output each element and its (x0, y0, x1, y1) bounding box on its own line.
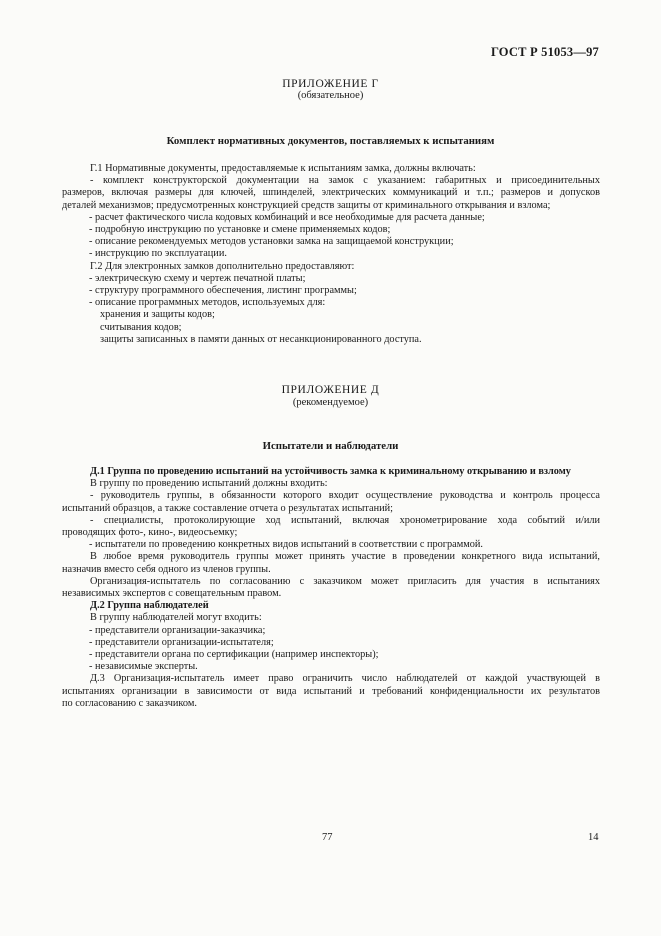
annex-g-body (62, 163, 600, 346)
paragraph: Г.2 Для электронных замков дополнительно предоставляют: (90, 260, 355, 272)
list-item: - структуру программного обеспечения, листинг программы; (89, 285, 357, 297)
sheet-number: 14 (588, 832, 599, 843)
sub-list-item: защиты записанных в памяти данных от несанкционированного доступа. (100, 333, 422, 345)
paragraph: проводящих фото-, кино-, видеосъемку; (62, 527, 238, 539)
subsection-heading: Д.1 Группа по проведению испытаний на устойчивость замка к криминальному открыванию и взлому (90, 466, 571, 477)
annex-d-status: (рекомендуемое) (292, 397, 369, 408)
paragraph: Д.3 Организация-испытатель имеет право ограничить число наблюдателей от каждой участвующей в (90, 673, 600, 685)
standard-code: ГОСТ Р 51053—97 (490, 45, 599, 59)
paragraph: размеров, включая размеры для ключей, шпинделей, электрических коммуникаций и т.п.; размеров и допусков (62, 187, 600, 199)
paragraph: назначив вместо себя одного из членов группы. (62, 563, 271, 575)
list-item: - комплект конструкторской документации на замок с указанием: габаритных и присоединительных (90, 175, 600, 187)
paragraph: испытаниях организации в зависимости от вида испытаний и требований конфиденциальности их результатов (62, 685, 600, 697)
list-item: - инструкцию по эксплуатации. (89, 248, 227, 260)
subsection-heading: Д.2 Группа наблюдателей (90, 600, 209, 612)
paragraph: Г.1 Нормативные документы, предоставляемые к испытаниям замка, должны включать: (90, 163, 476, 174)
list-item: - описание программных методов, используемых для: (89, 297, 326, 309)
paragraph: Организация-испытатель по согласованию с заказчиком может пригласить для участия в испытаниях (90, 575, 600, 587)
annex-d-title: ПРИЛОЖЕНИЕ Д (281, 384, 380, 396)
annex-d-body (62, 466, 600, 710)
list-item: - электрическую схему и чертеж печатной платы; (89, 272, 306, 284)
list-item: - расчет фактического числа кодовых комбинаций и все необходимые для расчета данные; (89, 211, 485, 223)
list-item: - описание рекомендуемых методов установки замка на защищаемой конструкции; (89, 236, 454, 248)
list-item: - представители органа по сертификации (например инспекторы); (89, 649, 379, 661)
paragraph: В любое время руководитель группы может принять участие в проведении конкретного вида испытаний, (90, 551, 600, 563)
list-item: - испытатели по проведению конкретных видов испытаний в соответствии с программой. (89, 539, 483, 551)
sub-list-item: хранения и защиты кодов; (100, 309, 215, 321)
list-item: - представители организации-испытателя; (89, 636, 274, 648)
annex-d-heading: Испытатели и наблюдатели (262, 440, 399, 452)
sub-list-item: считывания кодов; (100, 321, 182, 333)
paragraph: В группу наблюдателей могут входить: (90, 612, 262, 624)
paragraph: испытаний образцов, а также составление отчета о результатах испытаний; (62, 502, 393, 514)
page-number: 77 (322, 832, 333, 843)
annex-g-status: (обязательное) (297, 90, 364, 101)
annex-g-title: ПРИЛОЖЕНИЕ Г (282, 78, 379, 90)
paragraph: деталей механизмов; предусмотренных конструкцией средств защиты от криминального открывания и взлома; (62, 199, 551, 211)
paragraph: независимых экспертов с совещательным правом. (62, 588, 282, 600)
list-item: - специалисты, протоколирующие ход испытаний, включая хронометрирование хода событий и/или (90, 514, 600, 526)
list-item: - руководитель группы, в обязанности которого входит осуществление руководства и контроль процесса (90, 490, 600, 502)
list-item: - подробную инструкцию по установке и смене применяемых кодов; (89, 224, 391, 236)
list-item: - представители организации-заказчика; (89, 624, 266, 636)
annex-g-heading: Комплект нормативных документов, поставляемых к испытаниям (166, 135, 495, 147)
list-item: - независимые эксперты. (89, 661, 198, 673)
paragraph: по согласованию с заказчиком. (62, 697, 197, 709)
paragraph: В группу по проведению испытаний должны входить: (90, 478, 328, 490)
